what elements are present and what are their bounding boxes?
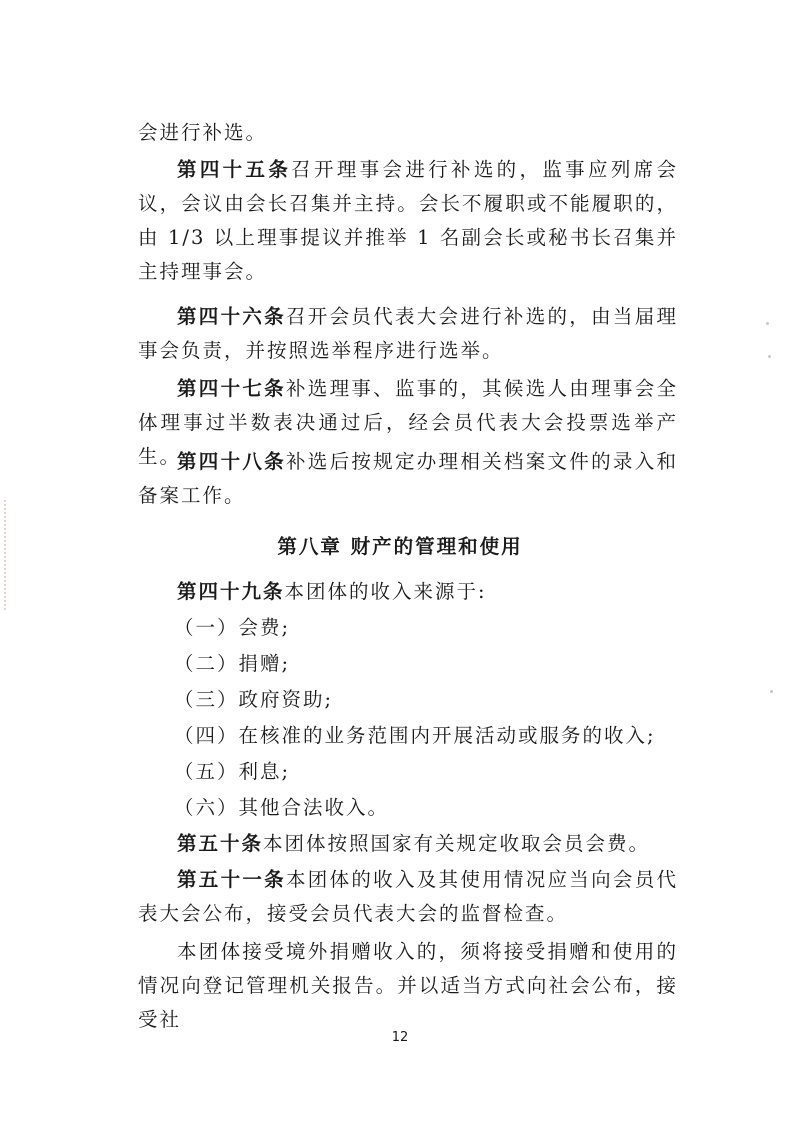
article-46-text: 召开会员代表大会进行补选的，由当届理事会负责，并按照选举程序进行选举。 [138,305,678,362]
article-45-label: 第四十五条 [177,158,292,181]
article-46 [138,300,678,368]
article-48-label: 第四十八条 [177,450,286,473]
scan-speck [766,322,769,325]
article-46-label: 第四十六条 [177,305,286,328]
income-item: （五）利息; [174,760,291,783]
article-47-text: 补选理事、监事的，其候选人由理事会全体理事过半数表决通过后，经会员代表大会投票选举产生。 [138,377,678,468]
article-49 [138,575,678,609]
income-item: （二）捐赠; [174,652,291,675]
article-51-label: 第五十一条 [177,868,286,891]
page-number: 12 [391,1030,409,1045]
article-50-text: 本团体按照国家有关规定收取会员会费。 [263,832,651,855]
income-item: （六）其他合法收入。 [174,796,390,819]
income-item: （一）会费; [174,616,291,639]
article-51-text: 本团体的收入及其使用情况应当向会员代表大会公布，接受会员代表大会的监督检查。 [138,868,678,925]
stamp-trace-mark [4,500,28,610]
article-49-label: 第四十九条 [177,580,285,603]
income-item: （三）政府资助; [174,688,334,711]
article-45-text: 召开理事会进行补选的，监事应列席会议，会议由会长召集并主持。会长不履职或不能履职的，由 1/3 以上理事提议并推举 1 名副会长或秘书长召集并主持理事会。 [138,158,678,283]
article-45 [138,153,678,289]
article-50 [138,827,678,861]
article-47-label: 第四十七条 [177,377,286,400]
article-48 [138,445,678,513]
foreign-donation-paragraph: 本团体接受境外捐赠收入的，须将接受捐赠和使用的情况向登记管理机关报告。并以适当方式向社会公布，接受社 [138,940,678,1031]
scan-speck [770,690,773,693]
chapter-heading: 第八章 财产的管理和使用 [277,535,523,558]
article-50-label: 第五十条 [177,832,264,855]
continuation-line: 会进行补选。 [138,121,268,144]
scan-speck [768,355,771,358]
article-49-text: 本团体的收入来源于: [284,580,487,603]
income-item: （四）在核准的业务范围内开展活动或服务的收入; [174,724,656,747]
article-51 [138,863,678,931]
article-48-text: 补选后按规定办理相关档案文件的录入和备案工作。 [138,450,678,507]
